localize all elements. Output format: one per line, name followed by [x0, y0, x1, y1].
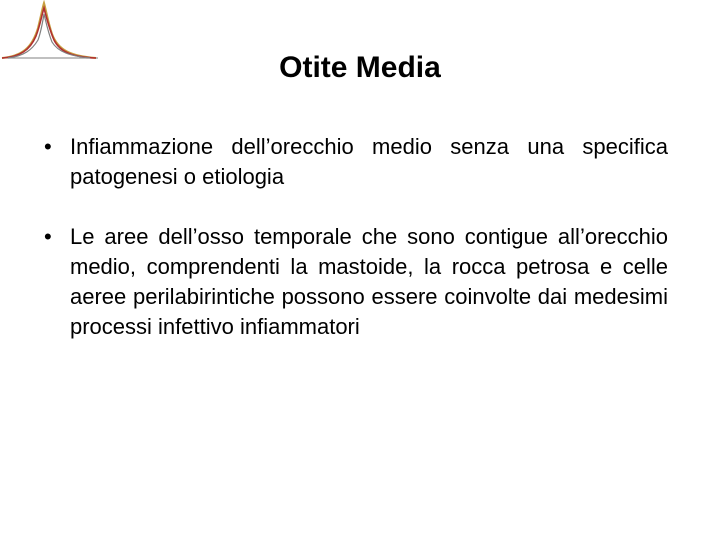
slide-title-text: Otite Media — [279, 51, 441, 84]
slide-title — [0, 48, 720, 88]
bullet-text: Le aree dell’osso temporale che sono contigue all’orecchio medio, comprendenti la mastoide, la rocca petrosa e celle aeree perilabirintiche possono essere coinvolte dai medesimi processi infettivo infiammatori — [70, 224, 668, 339]
bullet-marker: • — [44, 224, 52, 249]
bullet-text: Infiammazione dell’orecchio medio senza una specifica patogenesi o etiologia — [70, 134, 668, 189]
bullet-item — [44, 132, 668, 192]
bullet-list — [44, 132, 668, 372]
bullet-marker: • — [44, 134, 52, 159]
bullet-item — [44, 222, 668, 342]
